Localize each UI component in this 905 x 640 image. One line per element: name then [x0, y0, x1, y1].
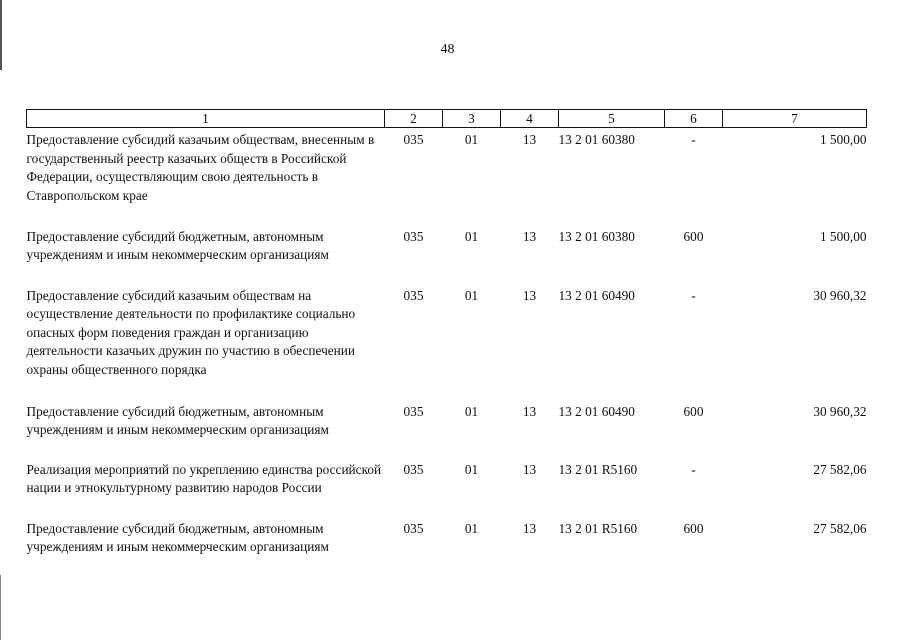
cell-amount: 1 500,00	[819, 132, 867, 147]
column-header: 7	[723, 110, 867, 128]
cell-expense-type: -	[691, 287, 696, 303]
cell-expense-type: -	[691, 461, 696, 477]
cell-section-code: 01	[464, 228, 479, 244]
cell-subsection-code: 13	[522, 461, 537, 477]
cell-section-code: 01	[464, 287, 479, 303]
cell-section-code: 01	[464, 132, 479, 147]
row-name: Предоставление субсидий бюджетным, автономным учреждениям и иным некоммерческим организациям	[26, 520, 329, 554]
cell-ministry-code: 035	[403, 287, 424, 303]
cell-target-article: 13 2 01 60380	[558, 132, 635, 147]
cell-expense-type: -	[691, 132, 696, 147]
column-header: 2	[385, 110, 443, 128]
cell-ministry-code: 035	[403, 132, 424, 147]
cell-target-article: 13 2 01 60380	[558, 228, 635, 244]
cell-section-code: 01	[464, 403, 479, 419]
cell-ministry-code: 035	[403, 520, 424, 536]
cell-section-code: 01	[464, 520, 479, 536]
cell-target-article: 13 2 01 R5160	[558, 461, 638, 477]
cell-subsection-code: 13	[522, 228, 537, 244]
cell-subsection-code: 13	[522, 403, 537, 419]
column-header: 6	[665, 110, 723, 128]
column-header: 1	[27, 110, 385, 128]
cell-amount: 27 582,06	[813, 461, 867, 477]
cell-ministry-code: 035	[403, 403, 424, 419]
table-row	[27, 287, 867, 403]
scan-edge-mark	[0, 0, 2, 70]
scan-edge-mark	[0, 575, 1, 640]
table-row	[27, 520, 867, 560]
row-name: Предоставление субсидий бюджетным, автономным учреждениям и иным некоммерческим организациям	[26, 228, 329, 262]
cell-amount: 27 582,06	[813, 520, 867, 536]
budget-table	[26, 109, 867, 560]
cell-target-article: 13 2 01 60490	[558, 287, 635, 303]
cell-expense-type: 600	[683, 403, 704, 419]
cell-amount: 30 960,32	[813, 403, 867, 419]
column-header: 4	[501, 110, 559, 128]
cell-amount: 1 500,00	[819, 228, 867, 244]
page-number: 48	[440, 42, 455, 57]
column-header: 3	[443, 110, 501, 128]
cell-target-article: 13 2 01 R5160	[558, 520, 638, 536]
table-header-row	[27, 110, 867, 128]
column-header: 5	[559, 110, 665, 128]
row-name: Реализация мероприятий по укреплению единства российской нации и этнокультурному развитию народов России	[26, 461, 382, 495]
cell-subsection-code: 13	[522, 287, 537, 303]
row-name: Предоставление субсидий казачьим обществам, внесенным в государственный реестр казачьих обществ в Российской Федерации, осуществляющим свою деятельность в Ставропольском крае	[26, 132, 375, 203]
cell-target-article: 13 2 01 60490	[558, 403, 635, 419]
cell-ministry-code: 035	[403, 461, 424, 477]
cell-ministry-code: 035	[403, 228, 424, 244]
cell-amount: 30 960,32	[813, 287, 867, 303]
cell-expense-type: 600	[683, 520, 704, 536]
row-name: Предоставление субсидий бюджетным, автономным учреждениям и иным некоммерческим организациям	[26, 403, 329, 437]
row-name: Предоставление субсидий казачьим обществам на осуществление деятельности по профилактике социально опасных форм поведения граждан и организацию деятельности казачьих дружин по участию в обеспечении охраны общественного порядка	[26, 287, 356, 377]
table-row	[27, 228, 867, 287]
cell-subsection-code: 13	[522, 520, 537, 536]
cell-section-code: 01	[464, 461, 479, 477]
cell-subsection-code: 13	[522, 132, 537, 147]
table-row	[27, 128, 867, 228]
table-row	[27, 461, 867, 520]
cell-expense-type: 600	[683, 228, 704, 244]
table-row	[27, 403, 867, 461]
